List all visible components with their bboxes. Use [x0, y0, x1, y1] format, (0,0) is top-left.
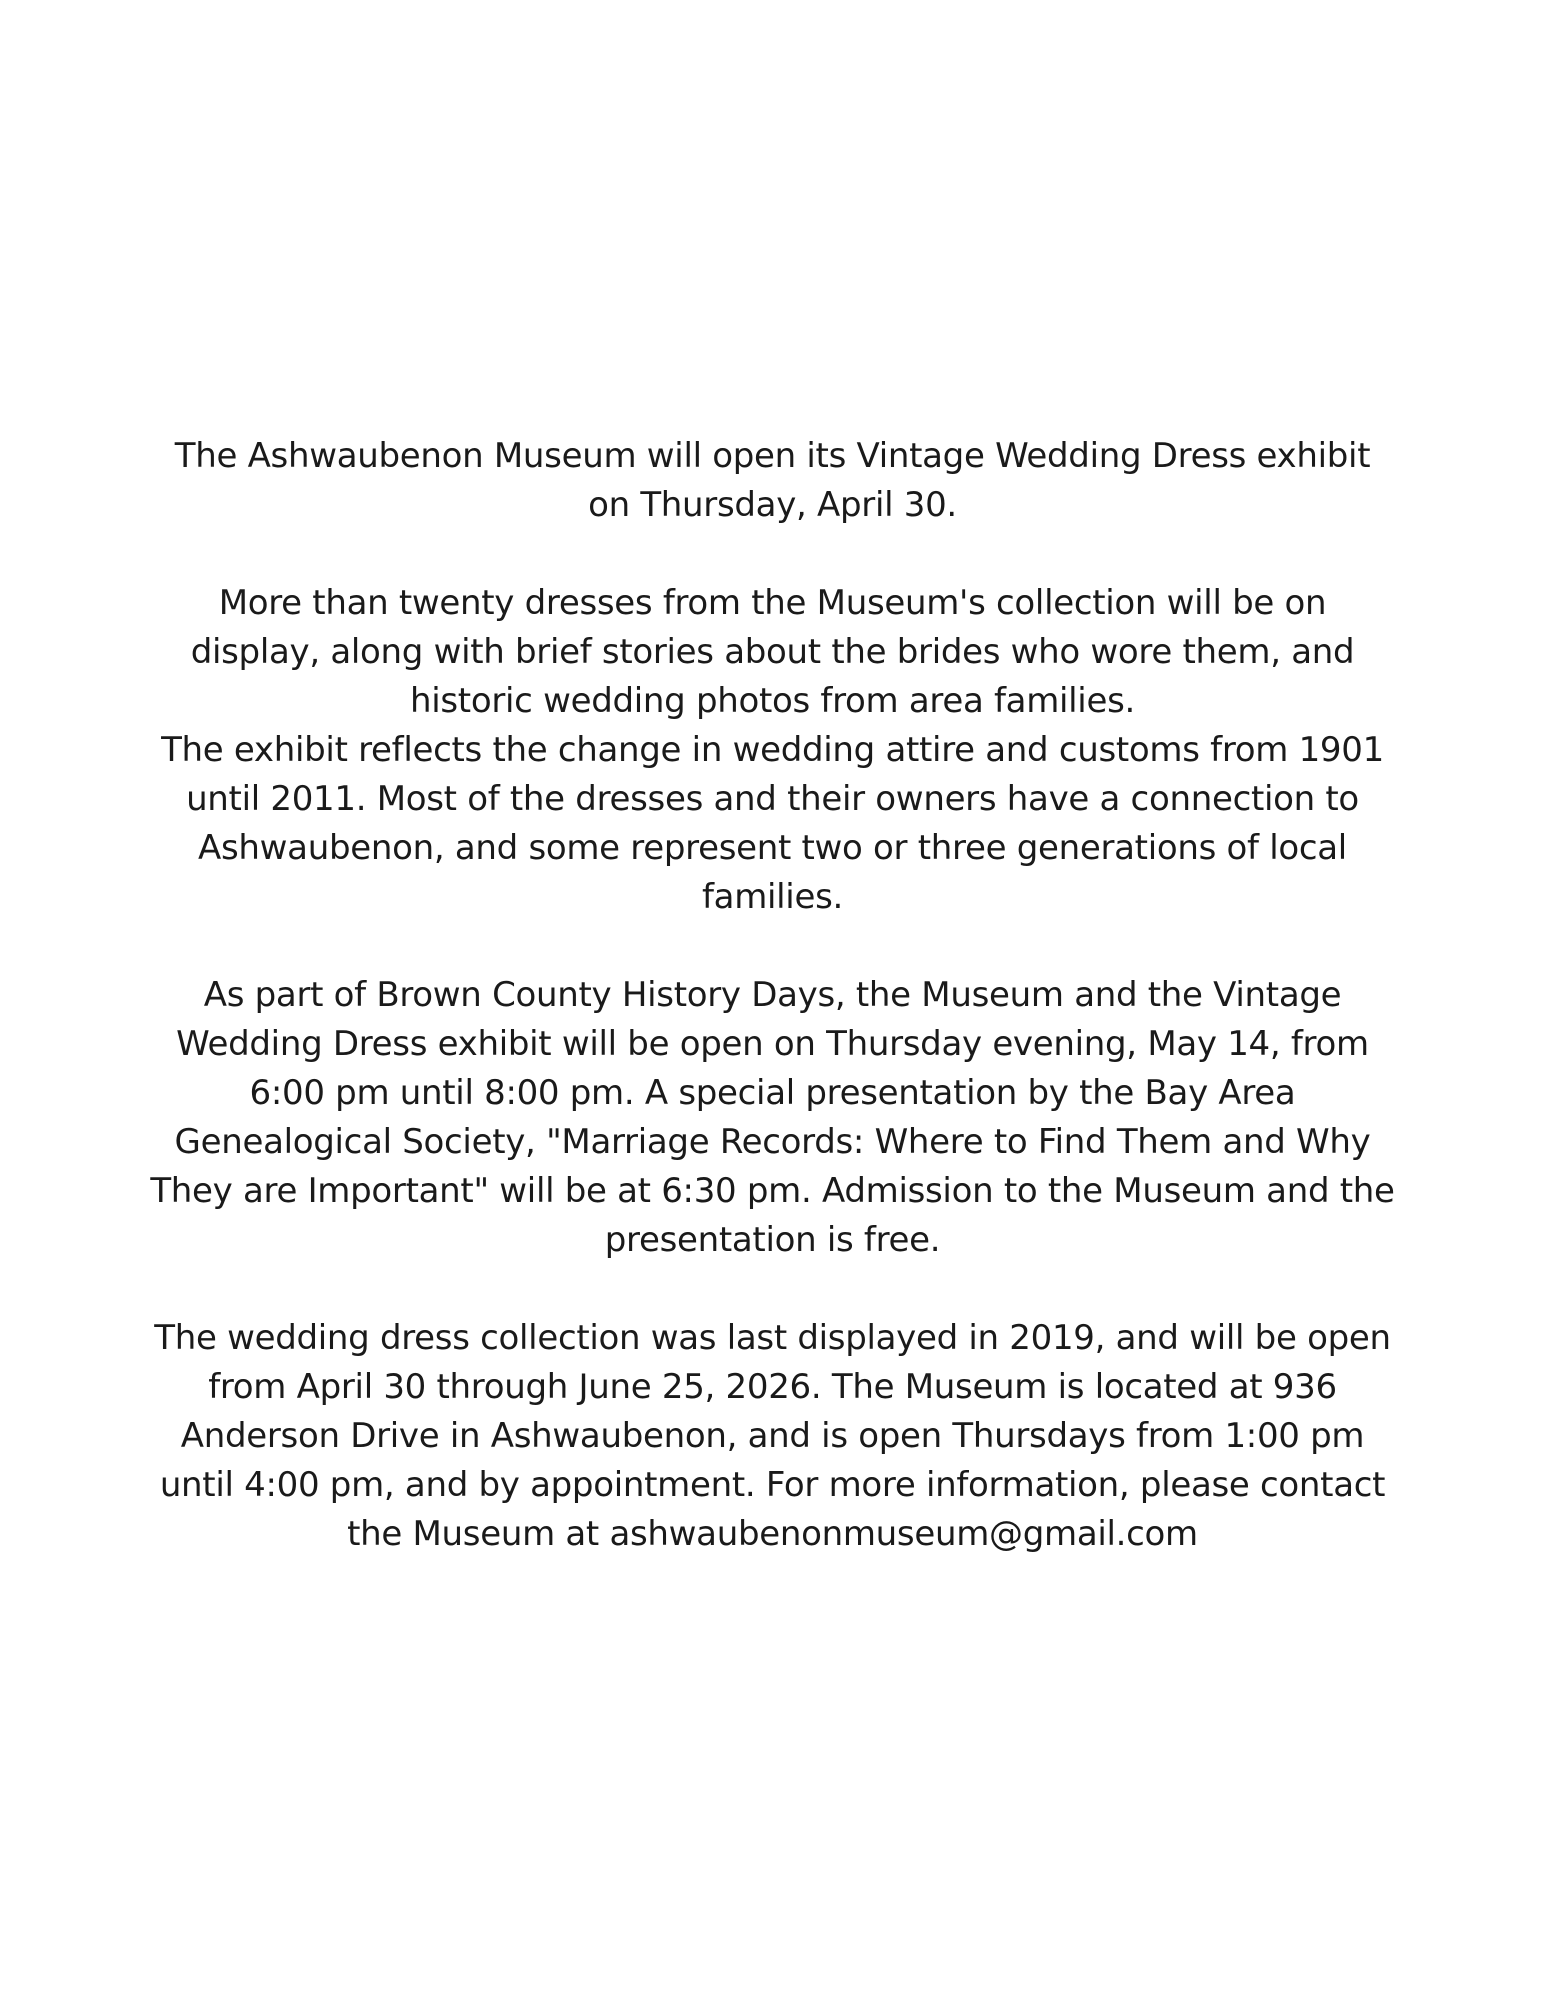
paragraph-spacer [150, 922, 1395, 971]
paragraph-spacer [150, 1265, 1395, 1314]
paragraph-history-days: As part of Brown County History Days, the Museum and the Vintage Wedding Dress exhibit will be open on Thursday evening, May 14, from 6:00 pm until 8:00 pm. A special presentation by the Bay Area Genealogical Society, "Marriage Records: Where to Find Them and Why They are Important" will be at 6:30 pm. Admission to the Museum and the presentation is free. [150, 975, 1395, 1260]
paragraph-exhibit-history: The exhibit reflects the change in wedding attire and customs from 1901 until 2011. Most of the dresses and their owners have a connection to Ashwaubenon, and some represent two or three generations of local families. [161, 730, 1384, 917]
paragraph-location-contact: The wedding dress collection was last displayed in 2019, and will be open from April 30 through June 25, 2026. The Museum is located at 936 Anderson Drive in Ashwaubenon, and is open Thursdays from 1:00 pm until 4:00 pm, and by appointment. For more information, please contact the Museum at ashwaubenonmuseum@gmail.com [154, 1318, 1391, 1554]
paragraph-dresses-display: More than twenty dresses from the Museum's collection will be on display, along with brief stories about the brides who wore them, and historic wedding photos from area families. [190, 583, 1355, 721]
paragraph-spacer [150, 530, 1395, 579]
announcement-body [150, 432, 1395, 1559]
paragraph-exhibit-opening: The Ashwaubenon Museum will open its Vintage Wedding Dress exhibit on Thursday, April 30. [174, 436, 1371, 525]
